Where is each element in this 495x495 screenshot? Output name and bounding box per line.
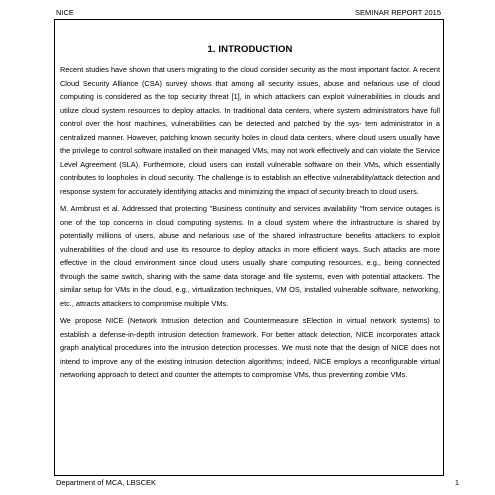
page-number: 1: [454, 477, 459, 487]
footer-department: Department of MCA, LBSCEK: [56, 477, 157, 487]
page-footer: [56, 476, 459, 488]
header-title: NICE: [56, 7, 74, 17]
paragraph-1: Recent studies have shown that users migrating to the cloud consider security as the most important factor. A recent Cloud Security Alliance (CSA) survey shows that among all security issues, abuse and nefarious use of cloud computing is considered as the top security threat [1], in which attackers can exploit vulnerabilities in clouds and utilize cloud system resources to deploy attacks. In traditional data centers, where system administrators have full control over the host machines, vulnerabilities can be detected and patched by the sys- tem administrator in a centralized manner. However, patching known security holes in cloud data centers, where cloud users usually have the privilege to control software installed on their managed VMs, may not work effectively and can violate the Service Level Agreement (SLA). Furthermore, cloud users can install vulnerable software on their VMs, which essentially contributes to loopholes in cloud security. The challenge is to establish an effective vulnerability/attack detection and response system for accurately identifying attacks and minimizing the impact of security breach to cloud users.: [60, 65, 440, 196]
header-report-label: SEMINAR REPORT 2015: [354, 7, 441, 17]
section-title: 1. INTRODUCTION: [207, 44, 293, 55]
page-header: [56, 6, 441, 18]
page-content: [60, 44, 440, 386]
paragraph-2: M. Armbrust et al. Addressed that protecting "Business continuity and services availability "from service outages is one of the top concerns in cloud computing systems. In a cloud system where the infrastructure is shared by potentially millions of users, abuse and nefarious use of the shared infrastructure benefits attackers to exploit vulnerabilities of the cloud and use its resource to deploy attacks in more efficient ways. Such attacks are more effective in the cloud environment since cloud users usually share computing resources, e.g., being connected through the same switch, sharing with the same data storage and file systems, even with potential attackers. The similar setup for VMs in the cloud, e.g., virtualization techniques, VM OS, installed vulnerable software, networking, etc., attracts attackers to compromise multiple VMs.: [60, 204, 440, 308]
paragraph-3: We propose NICE (Network Intrusion detection and Countermeasure sElection in virtual network systems) to establish a defense-in-depth intrusion detection framework. For better attack detection, NICE incorporates attack graph analytical procedures into the intrusion detection processes. We must note that the design of NICE does not intend to improve any of the existing intrusion detection algorithms; indeed, NICE employs a reconfigurable virtual networking approach to detect and counter the attempts to compromise VMs, thus preventing zombie VMs.: [60, 316, 440, 379]
